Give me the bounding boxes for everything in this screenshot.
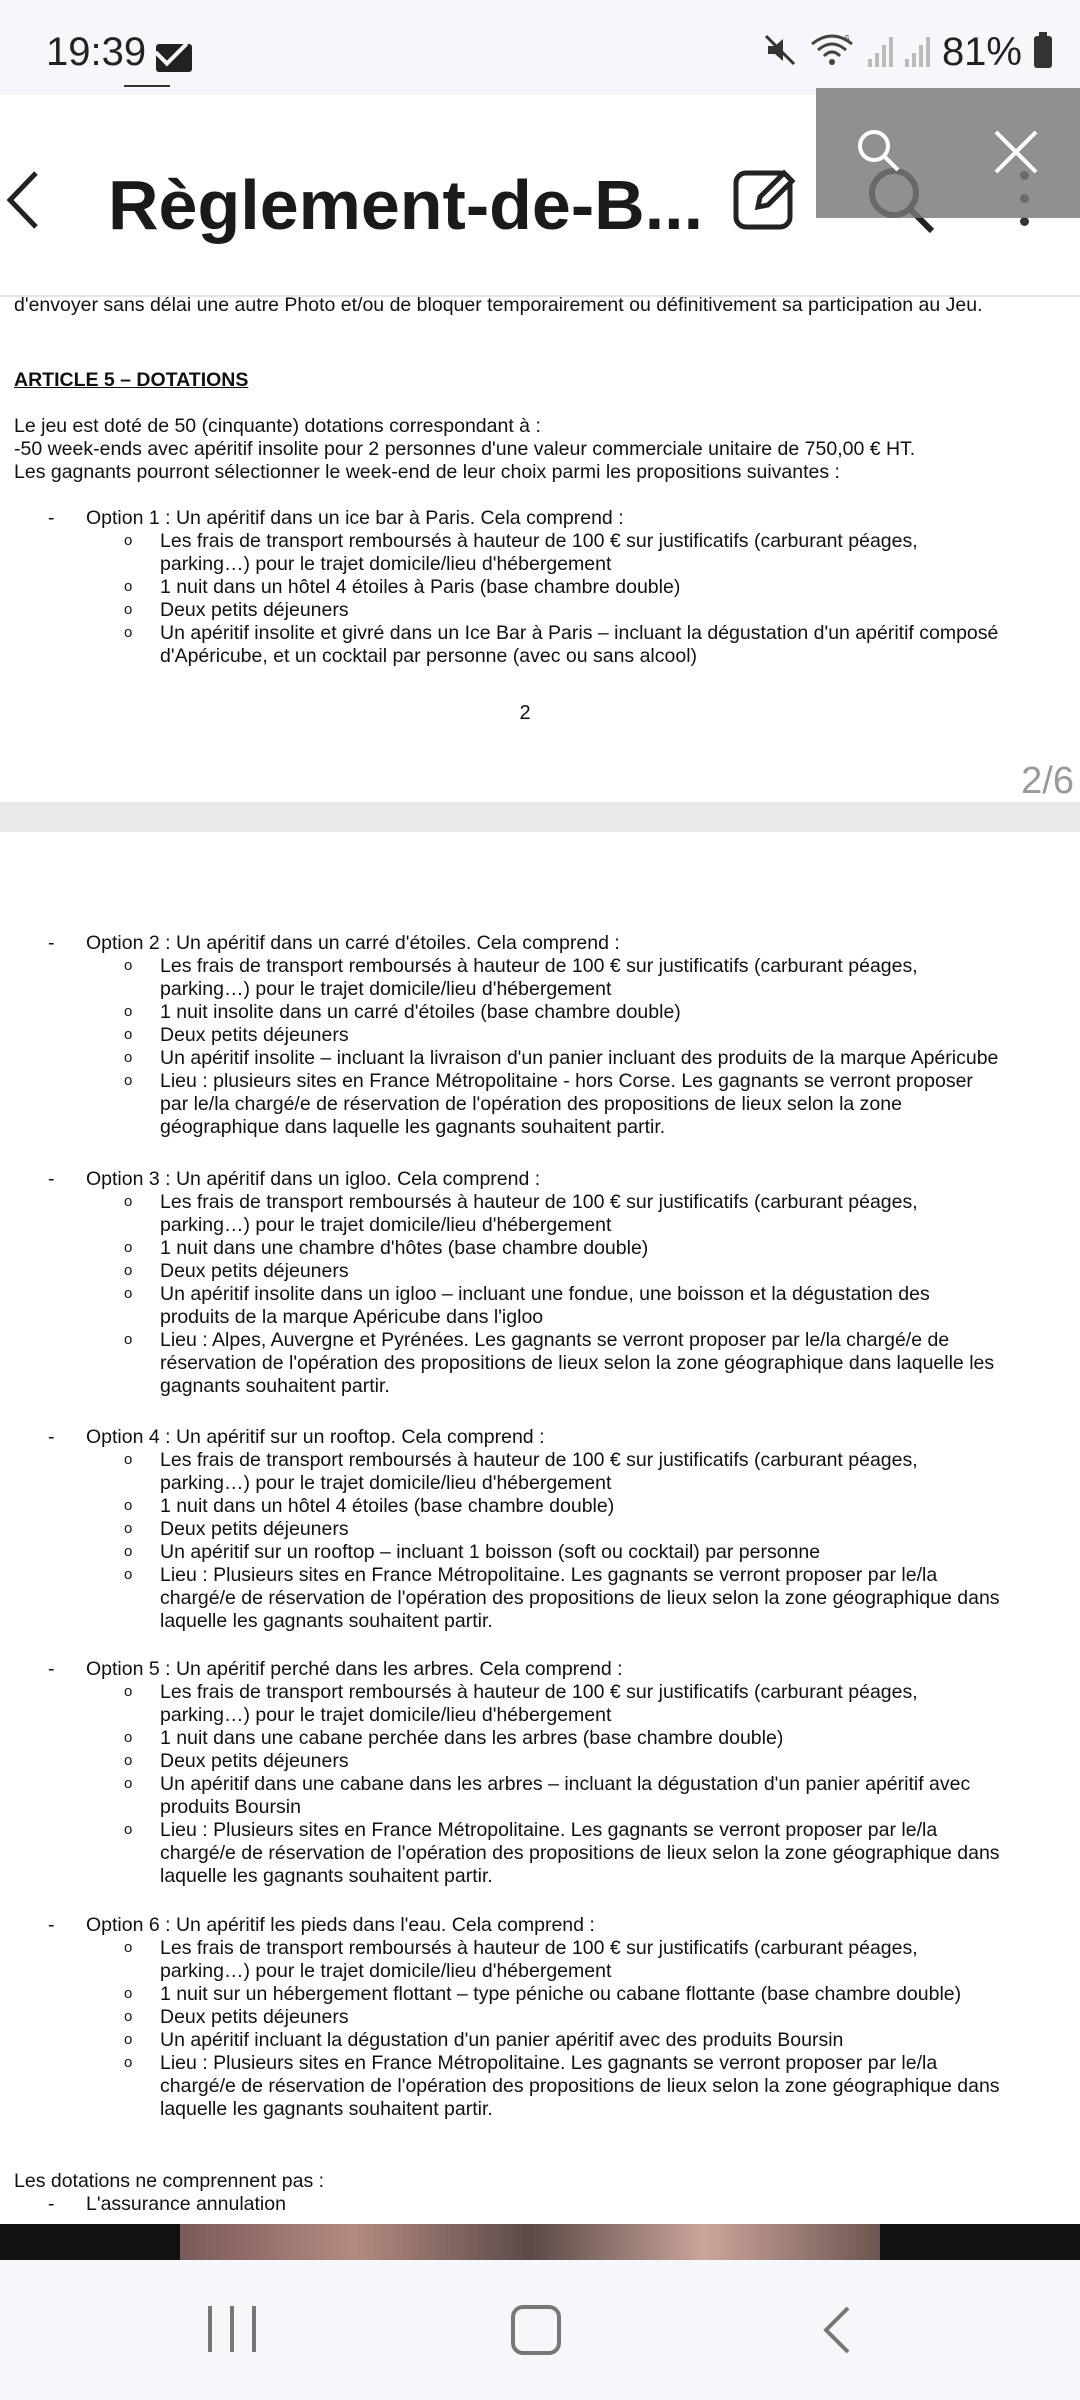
list-item: o Un apéritif insolite dans un igloo – incluant une fondue, une boisson et la dégustation des produits de la marque Apéricube dans l'igloo bbox=[124, 1283, 1060, 1329]
list-item: o 1 nuit dans un hôtel 4 étoiles (base chambre double) bbox=[124, 1495, 1060, 1518]
video-thumbnail-strip bbox=[0, 2224, 1080, 2260]
list-item: o Les frais de transport remboursés à hauteur de 100 € sur justificatifs (carburant péages, parking…) pour le trajet domicile/lieu d'hébergement bbox=[124, 1681, 1060, 1727]
list-item: o Deux petits déjeuners bbox=[124, 2006, 1060, 2029]
list-item: o 1 nuit dans une chambre d'hôtes (base chambre double) bbox=[124, 1237, 1060, 1260]
list-item: o Un apéritif insolite et givré dans un Ice Bar à Paris – incluant la dégustation d'un apéritif composé d'Apéricube, et un cocktail par personne (avec ou sans alcool) bbox=[124, 622, 1060, 668]
option-title: Option 3 : Un apéritif dans un igloo. Cela comprend : bbox=[86, 1168, 541, 1190]
list-item: o 1 nuit sur un hébergement flottant – type péniche ou cabane flottante (base chambre double) bbox=[124, 1983, 1060, 2006]
close-icon bbox=[986, 122, 1046, 182]
list-dash: - bbox=[48, 1658, 55, 1680]
page-separator bbox=[0, 802, 1080, 832]
document-page-1[interactable] bbox=[0, 294, 1080, 802]
battery-icon bbox=[1034, 36, 1052, 68]
svg-text:6: 6 bbox=[843, 33, 850, 45]
chevron-left-icon bbox=[0, 155, 70, 245]
time-underline bbox=[124, 85, 170, 87]
list-item: o Deux petits déjeuners bbox=[124, 1750, 1060, 1773]
article-heading: ARTICLE 5 – DOTATIONS bbox=[14, 369, 249, 391]
document-title: Règlement-de-B... bbox=[108, 166, 704, 244]
paragraph: d'envoyer sans délai une autre Photo et/ou de bloquer temporairement ou définitivement sa participation au Jeu. bbox=[14, 294, 983, 316]
page-indicator: 2/6 bbox=[1021, 760, 1074, 802]
list-dash: - bbox=[48, 1914, 55, 1936]
list-item: o Deux petits déjeuners bbox=[124, 1260, 1060, 1283]
battery-percent: 81% bbox=[941, 29, 1022, 74]
list-item: o 1 nuit dans une cabane perchée dans les arbres (base chambre double) bbox=[124, 1727, 1060, 1750]
document-page-2[interactable] bbox=[0, 832, 1080, 2224]
mute-icon bbox=[762, 32, 798, 73]
status-bar bbox=[0, 0, 1080, 95]
navigation-bar bbox=[0, 2260, 1080, 2400]
signal-icon bbox=[868, 37, 893, 67]
list-item: o Deux petits déjeuners bbox=[124, 599, 1060, 622]
option-title: Option 1 : Un apéritif dans un ice bar à Paris. Cela comprend : bbox=[86, 507, 624, 529]
list-item: o Lieu : Alpes, Auvergne et Pyrénées. Les gagnants se verront proposer par le/la chargé/e de réservation de l'opération des propositions de lieux selon la zone géographique dans laquelle les gagnants souhaitent partir. bbox=[124, 1329, 1060, 1398]
list-dash: - bbox=[48, 932, 55, 954]
recents-button[interactable] bbox=[208, 2306, 256, 2352]
list-item: o Deux petits déjeuners bbox=[124, 1518, 1060, 1541]
list-item: o Lieu : plusieurs sites en France Métropolitaine - hors Corse. Les gagnants se verront proposer par le/la chargé/e de réservation de l'opération des propositions de lieux selon la zone géographique dans laquelle les gagnants souhaitent partir. bbox=[124, 1070, 1060, 1139]
list-dash: - bbox=[48, 507, 55, 529]
back-icon bbox=[818, 2302, 858, 2358]
signal-icon-2 bbox=[905, 37, 930, 67]
list-item: o Un apéritif insolite – incluant la livraison d'un panier incluant des produits de la marque Apéricube bbox=[124, 1047, 1060, 1070]
page-number: 2 bbox=[519, 702, 531, 724]
edit-icon bbox=[730, 163, 802, 235]
status-icons bbox=[762, 30, 1052, 74]
status-time: 19:39 bbox=[46, 30, 147, 74]
list-item: o Un apéritif sur un rooftop – incluant 1 boisson (soft ou cocktail) par personne bbox=[124, 1541, 1060, 1564]
option-title: Option 4 : Un apéritif sur un rooftop. Cela comprend : bbox=[86, 1426, 545, 1448]
list-item: o Un apéritif dans une cabane dans les arbres – incluant la dégustation d'un panier apéritif avec produits Boursin bbox=[124, 1773, 1060, 1819]
list-item: o Un apéritif incluant la dégustation d'un panier apéritif avec des produits Boursin bbox=[124, 2029, 1060, 2052]
list-item: o Les frais de transport remboursés à hauteur de 100 € sur justificatifs (carburant péages, parking…) pour le trajet domicile/lieu d'hébergement bbox=[124, 955, 1060, 1001]
mail-icon bbox=[156, 44, 192, 72]
paragraph: Les gagnants pourront sélectionner le week-end de leur choix parmi les propositions suivantes : bbox=[14, 461, 840, 483]
find-search-button[interactable] bbox=[850, 122, 910, 182]
list-item: o Lieu : Plusieurs sites en France Métropolitaine. Les gagnants se verront proposer par le/la chargé/e de réservation de l'opération des propositions de lieux selon la zone géographique dans laquelle les gagnants souhaitent partir. bbox=[124, 2052, 1060, 2121]
home-button[interactable] bbox=[511, 2305, 561, 2355]
option-title: Option 2 : Un apéritif dans un carré d'étoiles. Cela comprend : bbox=[86, 932, 620, 954]
paragraph: -50 week-ends avec apéritif insolite pour 2 personnes d'une valeur commerciale unitaire de 750,00 € HT. bbox=[14, 438, 916, 460]
wifi-icon bbox=[810, 32, 856, 73]
list-item: o Les frais de transport remboursés à hauteur de 100 € sur justificatifs (carburant péages, parking…) pour le trajet domicile/lieu d'hébergement bbox=[124, 1191, 1060, 1237]
list-item: o Les frais de transport remboursés à hauteur de 100 € sur justificatifs (carburant péages, parking…) pour le trajet domicile/lieu d'hébergement bbox=[124, 1937, 1060, 1983]
list-item: o 1 nuit dans un hôtel 4 étoiles à Paris (base chambre double) bbox=[124, 576, 1060, 599]
option-title: Option 6 : Un apéritif les pieds dans l'eau. Cela comprend : bbox=[86, 1914, 595, 1936]
list-item: o Deux petits déjeuners bbox=[124, 1024, 1060, 1047]
back-button[interactable] bbox=[0, 155, 70, 245]
list-dash: - bbox=[48, 1168, 55, 1190]
list-item: o Les frais de transport remboursés à hauteur de 100 € sur justificatifs (carburant péages, parking…) pour le trajet domicile/lieu d'hébergement bbox=[124, 1449, 1060, 1495]
list-item: o 1 nuit insolite dans un carré d'étoiles (base chambre double) bbox=[124, 1001, 1060, 1024]
list-dash: - bbox=[48, 1426, 55, 1448]
list-dash: - bbox=[48, 2193, 55, 2215]
find-overlay bbox=[816, 88, 1080, 218]
search-icon bbox=[850, 122, 910, 182]
list-item: o Lieu : Plusieurs sites en France Métropolitaine. Les gagnants se verront proposer par le/la chargé/e de réservation de l'opération des propositions de lieux selon la zone géographique dans laquelle les gagnants souhaitent partir. bbox=[124, 1819, 1060, 1888]
paragraph: Le jeu est doté de 50 (cinquante) dotations correspondant à : bbox=[14, 415, 541, 437]
option-title: Option 5 : Un apéritif perché dans les arbres. Cela comprend : bbox=[86, 1658, 623, 1680]
edit-button[interactable] bbox=[730, 163, 802, 235]
recents-icon bbox=[208, 2306, 212, 2352]
list-item: o Les frais de transport remboursés à hauteur de 100 € sur justificatifs (carburant péages, parking…) pour le trajet domicile/lieu d'hébergement bbox=[124, 530, 1060, 576]
nav-back-button[interactable] bbox=[818, 2302, 858, 2358]
find-close-button[interactable] bbox=[986, 122, 1046, 182]
exclusion-text: L'assurance annulation bbox=[86, 2193, 286, 2215]
list-item: o Lieu : Plusieurs sites en France Métropolitaine. Les gagnants se verront proposer par le/la chargé/e de réservation de l'opération des propositions de lieux selon la zone géographique dans laquelle les gagnants souhaitent partir. bbox=[124, 1564, 1060, 1633]
exclusions-heading: Les dotations ne comprennent pas : bbox=[14, 2170, 325, 2192]
